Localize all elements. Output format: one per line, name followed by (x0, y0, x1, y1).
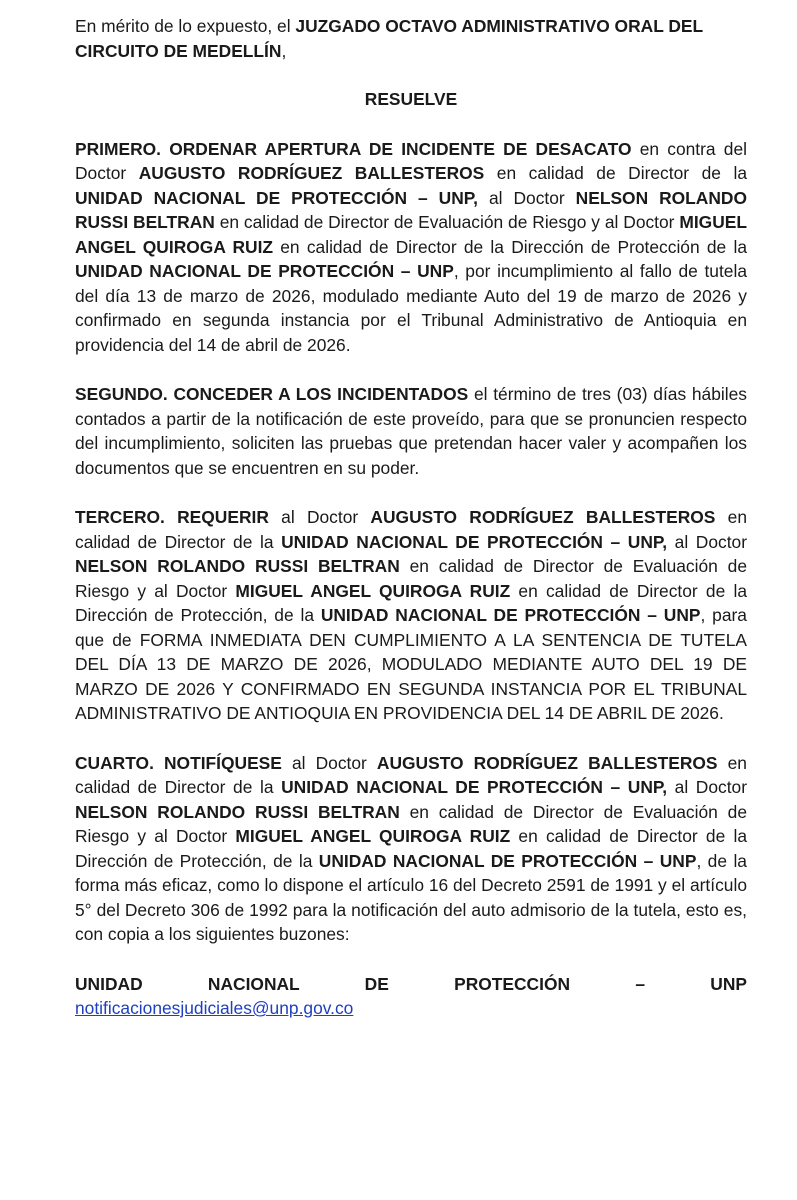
tercero-paragraph (75, 505, 747, 726)
cuarto-text-3: al Doctor (667, 777, 748, 797)
tercero-text-4: en calidad de Director de Evaluación de Riesgo y al Doctor (75, 556, 748, 601)
intro-text-end: , (281, 40, 287, 61)
contact-email-line (75, 996, 747, 1021)
cuarto-label: CUARTO. NOTIFÍQUESE (75, 752, 282, 773)
primero-text-2: en calidad de Director de la (484, 163, 747, 183)
cuarto-text-1: al Doctor (281, 752, 377, 773)
intro-text: En mérito de lo expuesto, el (75, 16, 296, 36)
tercero-name-2: NELSON ROLANDO RUSSI BELTRAN (75, 556, 400, 576)
primero-name-2: NELSON ROLANDO RUSSI BELTRAN (75, 187, 747, 232)
contact-email-link[interactable]: notificacionesjudiciales@unp.gov.co (75, 998, 354, 1018)
cuarto-text-2: en calidad de Director de la (75, 752, 747, 797)
document-page (75, 14, 747, 1021)
primero-text-3: al Doctor (478, 187, 576, 208)
resuelve-heading: RESUELVE (364, 89, 458, 109)
tercero-text-2: en calidad de Director de la (75, 507, 747, 552)
tercero-text-1: al Doctor (268, 507, 371, 527)
primero-name-1: AUGUSTO RODRÍGUEZ BALLESTEROS (138, 163, 485, 183)
primero-entity-1: UNIDAD NACIONAL DE PROTECCIÓN – UNP, (75, 187, 478, 208)
primero-label: PRIMERO. ORDENAR APERTURA DE INCIDENTE DE DESACATO (75, 138, 632, 159)
cuarto-name-1: AUGUSTO RODRÍGUEZ BALLESTEROS (376, 752, 718, 773)
cuarto-paragraph (75, 751, 747, 947)
cuarto-text-4: en calidad de Director de Evaluación de Riesgo y al Doctor (75, 801, 748, 846)
segundo-text: el término de tres (03) días hábiles contados a partir de la notificación de este proveído, para que se pronuncien respecto del incumplimiento, soliciten las pruebas que pretendan hacer valer y acompañen los documentos que se encuentren en su poder. (75, 384, 747, 478)
intro-paragraph (75, 14, 747, 63)
tercero-text-6: , para que de FORMA INMEDIATA DEN CUMPLIMIENTO A LA SENTENCIA DE TUTELA DEL DÍA 13 DE MARZO DE 2026, MODULADO MEDIANTE AUTO DEL 19 DE MARZO DE 2026 Y CONFIRMADO EN SEGUNDA INSTANCIA POR EL TRIBUNAL ADMINISTRATIVO DE ANTIOQUIA EN PROVIDENCIA DEL 14 DE ABRIL DE 2026. (75, 605, 747, 723)
court-name: JUZGADO OCTAVO ADMINISTRATIVO ORAL DEL CIRCUITO DE MEDELLÍN (75, 16, 703, 61)
tercero-text-3: al Doctor (667, 531, 748, 552)
tercero-entity-2: UNIDAD NACIONAL DE PROTECCIÓN – UNP (320, 605, 701, 625)
contact-entity (75, 972, 747, 997)
tercero-label: TERCERO. REQUERIR (75, 507, 269, 527)
tercero-entity-1: UNIDAD NACIONAL DE PROTECCIÓN – UNP, (281, 531, 668, 552)
cuarto-name-3: MIGUEL ANGEL QUIROGA RUIZ (235, 826, 511, 846)
contact-entity-name: UNIDAD NACIONAL DE PROTECCIÓN – UNP (75, 973, 747, 994)
primero-text-1: en contra del Doctor (75, 138, 747, 183)
cuarto-text-5: en calidad de Director de la Dirección de Protección, de la (75, 826, 747, 871)
tercero-name-1: AUGUSTO RODRÍGUEZ BALLESTEROS (370, 507, 716, 527)
tercero-text-5: en calidad de Director de la Dirección de Protección, de la (75, 580, 747, 625)
primero-name-3: MIGUEL ANGEL QUIROGA RUIZ (75, 212, 747, 257)
cuarto-entity-1: UNIDAD NACIONAL DE PROTECCIÓN – UNP, (281, 777, 668, 797)
primero-text-5: en calidad de Director de la Dirección de Protección de la (273, 236, 747, 257)
primero-text-6: , por incumplimiento al fallo de tutela del día 13 de marzo de 2026, modulado mediante Auto del 19 de marzo de 2026 y confirmado en segunda instancia por el Tribunal Administrativo de Antioquia en providencia del 14 de abril de 2026. (75, 261, 747, 355)
primero-text-4: en calidad de Director de Evaluación de Riesgo y al Doctor (214, 212, 680, 232)
segundo-paragraph (75, 382, 747, 480)
primero-paragraph (75, 137, 747, 358)
cuarto-text-6: , de la forma más eficaz, como lo dispone el artículo 16 del Decreto 2591 de 1991 y el artículo 5° del Decreto 306 de 1992 para la notificación del auto admisorio de la tutela, esto es, con copia a los siguientes buzones: (75, 850, 747, 944)
cuarto-entity-2: UNIDAD NACIONAL DE PROTECCIÓN – UNP (318, 850, 697, 871)
primero-entity-2: UNIDAD NACIONAL DE PROTECCIÓN – UNP (75, 261, 454, 281)
tercero-name-3: MIGUEL ANGEL QUIROGA RUIZ (235, 580, 511, 601)
segundo-label: SEGUNDO. CONCEDER A LOS INCIDENTADOS (75, 384, 469, 404)
cuarto-name-2: NELSON ROLANDO RUSSI BELTRAN (75, 801, 400, 822)
